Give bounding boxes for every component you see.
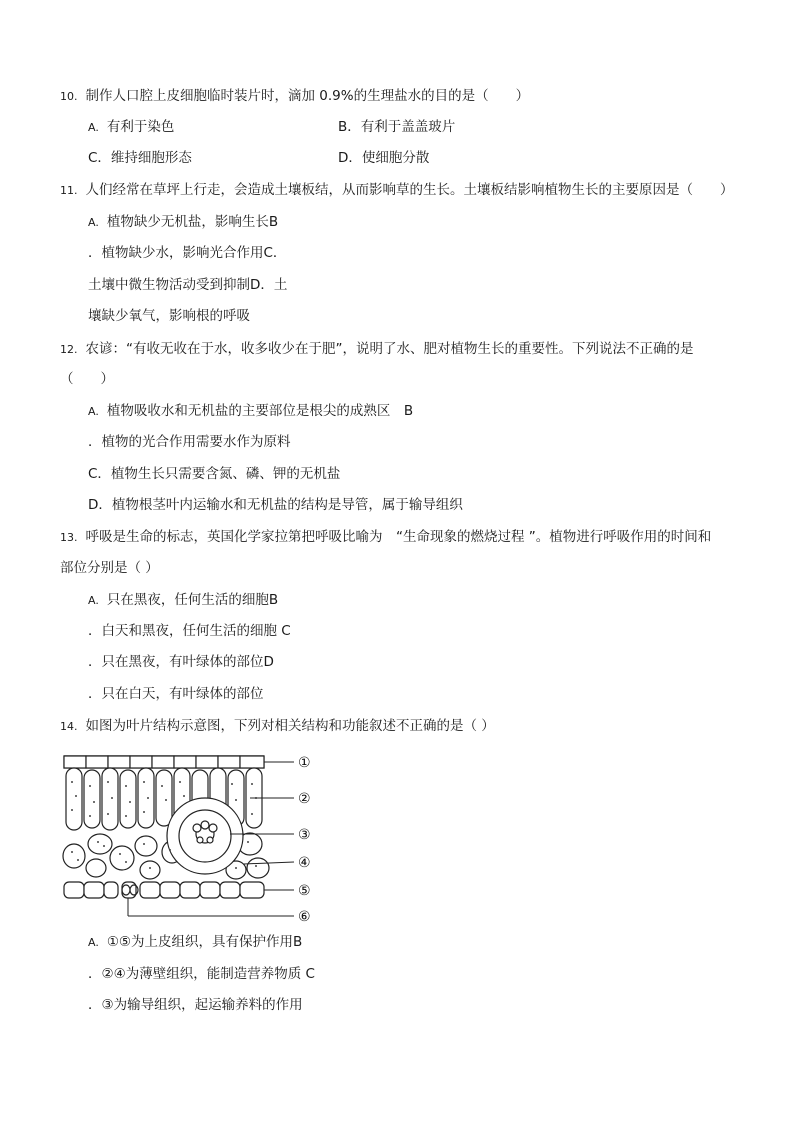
q12-stem	[60, 340, 694, 359]
q14-options-line-2[interactable]: ．②④为薄壁组织，能制造营养物质 C	[88, 966, 315, 982]
figure-label-5: ⑤	[298, 883, 311, 899]
q13-number: 13.	[60, 531, 78, 544]
q13-options-line-3[interactable]: ．只在黑夜，有叶绿体的部位D	[88, 654, 274, 670]
q12-stem-text: 农谚：“有收无收在于水，收多收少在于肥”，说明了水、肥对植物生长的重要性。下列说法不正确的是	[85, 341, 694, 357]
vascular-bundle	[167, 798, 243, 874]
q11-option-a-label: A.	[88, 216, 99, 229]
q10-option-a-text: 有利于染色	[106, 119, 175, 135]
q13-options-line-4[interactable]: ．只在白天，有叶绿体的部位	[88, 686, 264, 702]
q10-option-d[interactable]: D．使细胞分散	[338, 150, 430, 166]
q10-stem-text: 制作人口腔上皮细胞临时装片时，滴加 0.9%的生理盐水的目的是（ ）	[85, 88, 530, 104]
q14-options-text-1: ①⑤为上皮组织，具有保护作用B	[106, 934, 303, 950]
q11-options-line-1[interactable]	[88, 213, 278, 232]
q10-number: 10.	[60, 90, 78, 103]
q12-option-d[interactable]: D．植物根茎叶内运输水和无机盐的结构是导管，属于输导组织	[88, 497, 463, 513]
q10-option-b[interactable]: B．有利于盖盖玻片	[338, 119, 456, 135]
q13-stem-text: 呼吸是生命的标志，英国化学家拉第把呼吸比喻为 “生命现象的燃烧过程 ”。植物进行呼吸作用的时间和	[85, 529, 712, 545]
q10-option-a[interactable]	[88, 118, 174, 137]
q10-option-a-label: A.	[88, 121, 99, 134]
q14-stem-text: 如图为叶片结构示意图，下列对相关结构和功能叙述不正确的是（ ）	[85, 718, 495, 734]
q13-option-a-label: A.	[88, 594, 99, 607]
q12-options-line-2[interactable]: ．植物的光合作用需要水作为原料	[88, 434, 291, 450]
q11-options-line-2[interactable]: ．植物缺少水，影响光合作用C．	[88, 245, 287, 261]
lower-epidermis	[64, 882, 264, 898]
q14-options-line-3[interactable]: ．③为输导组织，起运输养料的作用	[88, 997, 303, 1013]
upper-epidermis-cells	[64, 756, 264, 768]
q14-options-line-1[interactable]	[88, 933, 302, 952]
q12-number: 12.	[60, 343, 78, 356]
figure-label-4: ④	[298, 855, 311, 871]
q12-option-a-label: A.	[88, 405, 99, 418]
figure-label-1: ①	[298, 755, 311, 771]
q10-option-c[interactable]: C．维持细胞形态	[88, 150, 192, 166]
q12-option-c[interactable]: C．植物生长只需要含氮、磷、钾的无机盐	[88, 466, 341, 482]
figure-label-2: ②	[298, 791, 311, 807]
q14-stem	[60, 717, 495, 736]
q12-options-text-1: 植物吸收水和无机盐的主要部位是根尖的成熟区 B	[106, 403, 414, 419]
leaf-structure-diagram	[60, 748, 330, 926]
q12-options-line-1[interactable]	[88, 402, 413, 421]
q10-stem	[60, 87, 529, 106]
q11-stem-text: 人们经常在草坪上行走，会造成土壤板结，从而影响草的生长。土壤板结影响植物生长的主要原因是（ ）	[85, 182, 734, 198]
q11-number: 11.	[60, 184, 78, 197]
q13-options-line-2[interactable]: ．白天和黑夜，任何生活的细胞 C	[88, 623, 291, 639]
q11-options-line-4[interactable]: 壤缺少氧气，影响根的呼吸	[88, 308, 250, 324]
q11-options-line-3[interactable]: 土壤中微生物活动受到抑制D．土	[88, 277, 288, 293]
q13-options-line-1[interactable]	[88, 591, 278, 610]
q13-options-text-1: 只在黑夜，任何生活的细胞B	[106, 592, 279, 608]
q13-stem	[60, 528, 711, 547]
q11-options-text-1: 植物缺少无机盐，影响生长B	[106, 214, 279, 230]
figure-label-6: ⑥	[298, 909, 311, 925]
q13-stem-continuation: 部位分别是（ ）	[60, 560, 159, 576]
q11-stem	[60, 181, 734, 200]
figure-label-3: ③	[298, 827, 311, 843]
q12-stem-continuation: （ ）	[60, 371, 114, 387]
q14-option-a-label: A.	[88, 936, 99, 949]
q14-number: 14.	[60, 720, 78, 733]
